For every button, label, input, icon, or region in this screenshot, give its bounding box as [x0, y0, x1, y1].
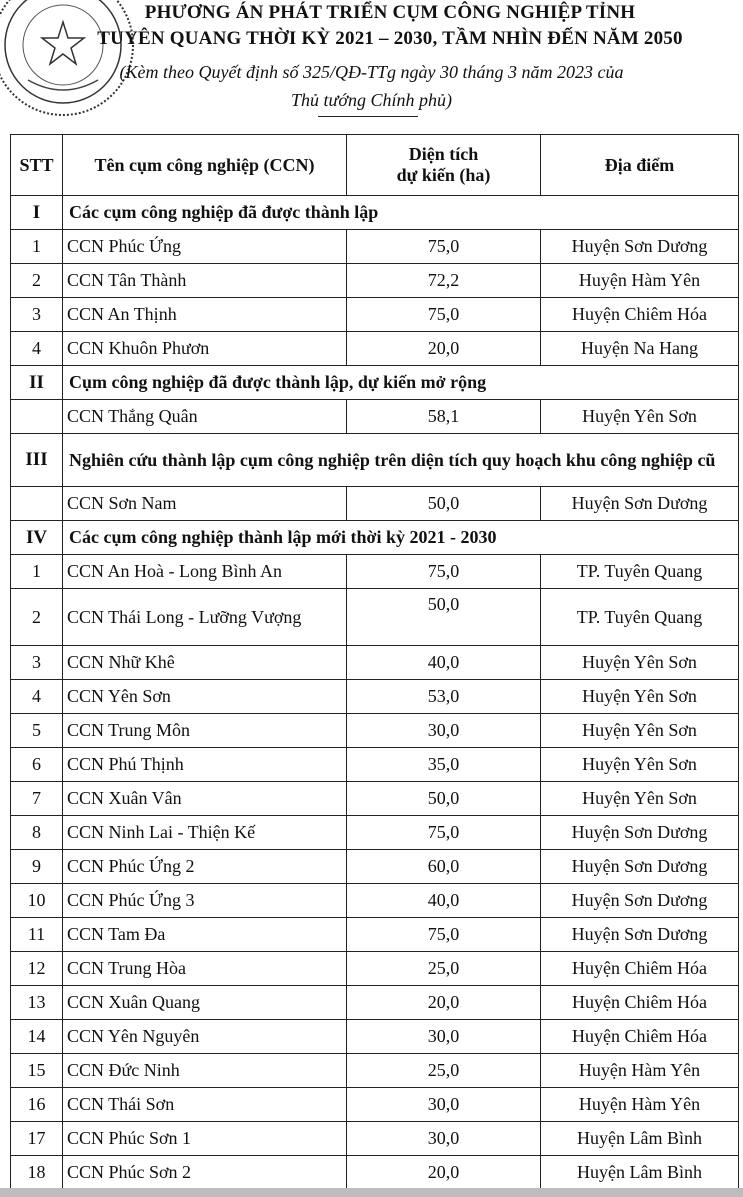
row-stt: 4 — [11, 680, 63, 714]
row-stt: 15 — [11, 1054, 63, 1088]
row-cluster-name: CCN Trung Hòa — [63, 952, 347, 986]
row-cluster-name: CCN Tam Đa — [63, 918, 347, 952]
row-area: 58,1 — [347, 400, 541, 434]
row-area: 50,0 — [347, 782, 541, 816]
row-area: 75,0 — [347, 918, 541, 952]
row-area: 72,2 — [347, 264, 541, 298]
row-area: 30,0 — [347, 1020, 541, 1054]
section-number: IV — [11, 521, 63, 555]
row-cluster-name: CCN Yên Sơn — [63, 680, 347, 714]
row-cluster-name: CCN Đức Ninh — [63, 1054, 347, 1088]
table-row — [11, 264, 739, 298]
row-location: Huyện Sơn Dương — [541, 487, 739, 521]
row-stt: 8 — [11, 816, 63, 850]
row-area: 30,0 — [347, 1122, 541, 1156]
row-stt: 1 — [11, 230, 63, 264]
table-row — [11, 680, 739, 714]
row-cluster-name: CCN Khuôn Phươn — [63, 332, 347, 366]
row-location: Huyện Sơn Dương — [541, 884, 739, 918]
section-number: II — [11, 366, 63, 400]
section-title: Nghiên cứu thành lập cụm công nghiệp trên diện tích quy hoạch khu công nghiệp cũ — [63, 434, 739, 487]
row-location: Huyện Yên Sơn — [541, 646, 739, 680]
row-location: Huyện Chiêm Hóa — [541, 298, 739, 332]
row-location: Huyện Chiêm Hóa — [541, 986, 739, 1020]
row-area: 60,0 — [347, 850, 541, 884]
table-row — [11, 816, 739, 850]
table-row — [11, 714, 739, 748]
row-stt: 16 — [11, 1088, 63, 1122]
row-location: Huyện Yên Sơn — [541, 782, 739, 816]
row-stt: 11 — [11, 918, 63, 952]
table-row — [11, 748, 739, 782]
row-cluster-name: CCN Trung Môn — [63, 714, 347, 748]
row-stt: 18 — [11, 1156, 63, 1190]
row-stt: 7 — [11, 782, 63, 816]
row-location: Huyện Hàm Yên — [541, 264, 739, 298]
row-location: Huyện Sơn Dương — [541, 918, 739, 952]
subtitle-line-2: Thủ tướng Chính phủ) — [291, 90, 452, 110]
row-stt: 13 — [11, 986, 63, 1020]
row-location: TP. Tuyên Quang — [541, 555, 739, 589]
table-row — [11, 850, 739, 884]
page-bottom-edge — [0, 1188, 743, 1197]
row-stt: 17 — [11, 1122, 63, 1156]
row-area: 50,0 — [347, 589, 541, 646]
section-row — [11, 434, 739, 487]
section-row — [11, 366, 739, 400]
table-body — [11, 196, 739, 1190]
row-stt: 14 — [11, 1020, 63, 1054]
row-stt: 6 — [11, 748, 63, 782]
row-area: 35,0 — [347, 748, 541, 782]
row-location: Huyện Lâm Bình — [541, 1122, 739, 1156]
section-row — [11, 196, 739, 230]
row-cluster-name: CCN Phúc Sơn 2 — [63, 1156, 347, 1190]
row-location: Huyện Yên Sơn — [541, 714, 739, 748]
table-row — [11, 952, 739, 986]
document-title-line-1: PHƯƠNG ÁN PHÁT TRIỂN CỤM CÔNG NGHIỆP TỈNH — [144, 2, 636, 23]
section-title: Các cụm công nghiệp đã được thành lập — [63, 196, 739, 230]
document-header — [0, 0, 743, 140]
row-cluster-name: CCN Phúc Ứng 2 — [63, 850, 347, 884]
section-row — [11, 521, 739, 555]
row-cluster-name: CCN Nhữ Khê — [63, 646, 347, 680]
row-location: Huyện Sơn Dương — [541, 230, 739, 264]
row-cluster-name: CCN Phúc Ứng 3 — [63, 884, 347, 918]
row-cluster-name: CCN Thái Sơn — [63, 1088, 347, 1122]
document-subtitle — [0, 58, 743, 114]
row-stt: 12 — [11, 952, 63, 986]
row-stt: 9 — [11, 850, 63, 884]
table-row — [11, 400, 739, 434]
row-cluster-name: CCN Phúc Sơn 1 — [63, 1122, 347, 1156]
row-area: 30,0 — [347, 1088, 541, 1122]
row-stt: 3 — [11, 646, 63, 680]
row-location: Huyện Lâm Bình — [541, 1156, 739, 1190]
row-stt: 2 — [11, 589, 63, 646]
row-location: Huyện Sơn Dương — [541, 850, 739, 884]
row-cluster-name: CCN An Thịnh — [63, 298, 347, 332]
row-stt: 1 — [11, 555, 63, 589]
section-title: Cụm công nghiệp đã được thành lập, dự kiến mở rộng — [63, 366, 739, 400]
section-number: III — [11, 434, 63, 487]
row-stt: 4 — [11, 332, 63, 366]
header-name: Tên cụm công nghiệp (CCN) — [63, 135, 347, 196]
row-area: 20,0 — [347, 1156, 541, 1190]
subtitle-divider — [318, 116, 418, 117]
row-area: 50,0 — [347, 487, 541, 521]
table-row — [11, 332, 739, 366]
row-location: Huyện Sơn Dương — [541, 816, 739, 850]
table-row — [11, 884, 739, 918]
row-area: 40,0 — [347, 884, 541, 918]
row-stt: 2 — [11, 264, 63, 298]
row-stt: 3 — [11, 298, 63, 332]
industrial-clusters-table — [10, 134, 739, 1190]
table-row — [11, 1054, 739, 1088]
row-cluster-name: CCN Xuân Vân — [63, 782, 347, 816]
header-area-line-2: dự kiến (ha) — [396, 165, 491, 185]
row-location: Huyện Yên Sơn — [541, 748, 739, 782]
table-row — [11, 230, 739, 264]
row-cluster-name: CCN Tân Thành — [63, 264, 347, 298]
table-row — [11, 986, 739, 1020]
table-row — [11, 555, 739, 589]
row-area: 75,0 — [347, 230, 541, 264]
table-row — [11, 589, 739, 646]
row-area: 20,0 — [347, 332, 541, 366]
section-number: I — [11, 196, 63, 230]
table-row — [11, 782, 739, 816]
row-stt — [11, 487, 63, 521]
table-header-row — [11, 135, 739, 196]
row-cluster-name: CCN Yên Nguyên — [63, 1020, 347, 1054]
row-cluster-name: CCN Thái Long - Lưỡng Vượng — [63, 589, 347, 646]
header-stt: STT — [11, 135, 63, 196]
row-cluster-name: CCN Sơn Nam — [63, 487, 347, 521]
row-area: 30,0 — [347, 714, 541, 748]
table-row — [11, 646, 739, 680]
row-area: 20,0 — [347, 986, 541, 1020]
row-cluster-name: CCN Thắng Quân — [63, 400, 347, 434]
row-location: Huyện Hàm Yên — [541, 1088, 739, 1122]
row-location: Huyện Yên Sơn — [541, 400, 739, 434]
subtitle-line-1: (Kèm theo Quyết định số 325/QĐ-TTg ngày 30 tháng 3 năm 2023 của — [119, 62, 624, 82]
row-location: Huyện Na Hang — [541, 332, 739, 366]
row-area: 25,0 — [347, 952, 541, 986]
table-row — [11, 1088, 739, 1122]
row-cluster-name: CCN Xuân Quang — [63, 986, 347, 1020]
row-location: Huyện Hàm Yên — [541, 1054, 739, 1088]
table-row — [11, 1020, 739, 1054]
table-row — [11, 298, 739, 332]
table-row — [11, 1156, 739, 1190]
row-stt: 10 — [11, 884, 63, 918]
header-place: Địa điểm — [541, 135, 739, 196]
row-stt: 5 — [11, 714, 63, 748]
row-area: 75,0 — [347, 298, 541, 332]
document-title-line-2: TUYÊN QUANG THỜI KỲ 2021 – 2030, TẦM NHÌN ĐẾN NĂM 2050 — [97, 28, 683, 49]
section-title: Các cụm công nghiệp thành lập mới thời kỳ 2021 - 2030 — [63, 521, 739, 555]
row-cluster-name: CCN Ninh Lai - Thiện Kế — [63, 816, 347, 850]
row-area: 53,0 — [347, 680, 541, 714]
row-area: 40,0 — [347, 646, 541, 680]
row-location: TP. Tuyên Quang — [541, 589, 739, 646]
row-stt — [11, 400, 63, 434]
row-area: 75,0 — [347, 555, 541, 589]
header-area-line-1: Diện tích — [408, 144, 479, 164]
row-cluster-name: CCN Phúc Ứng — [63, 230, 347, 264]
row-cluster-name: CCN An Hoà - Long Bình An — [63, 555, 347, 589]
table-row — [11, 487, 739, 521]
row-location: Huyện Chiêm Hóa — [541, 952, 739, 986]
row-location: Huyện Chiêm Hóa — [541, 1020, 739, 1054]
table-row — [11, 1122, 739, 1156]
row-area: 75,0 — [347, 816, 541, 850]
row-area: 25,0 — [347, 1054, 541, 1088]
header-area — [347, 135, 541, 196]
row-location: Huyện Yên Sơn — [541, 680, 739, 714]
row-cluster-name: CCN Phú Thịnh — [63, 748, 347, 782]
table-row — [11, 918, 739, 952]
